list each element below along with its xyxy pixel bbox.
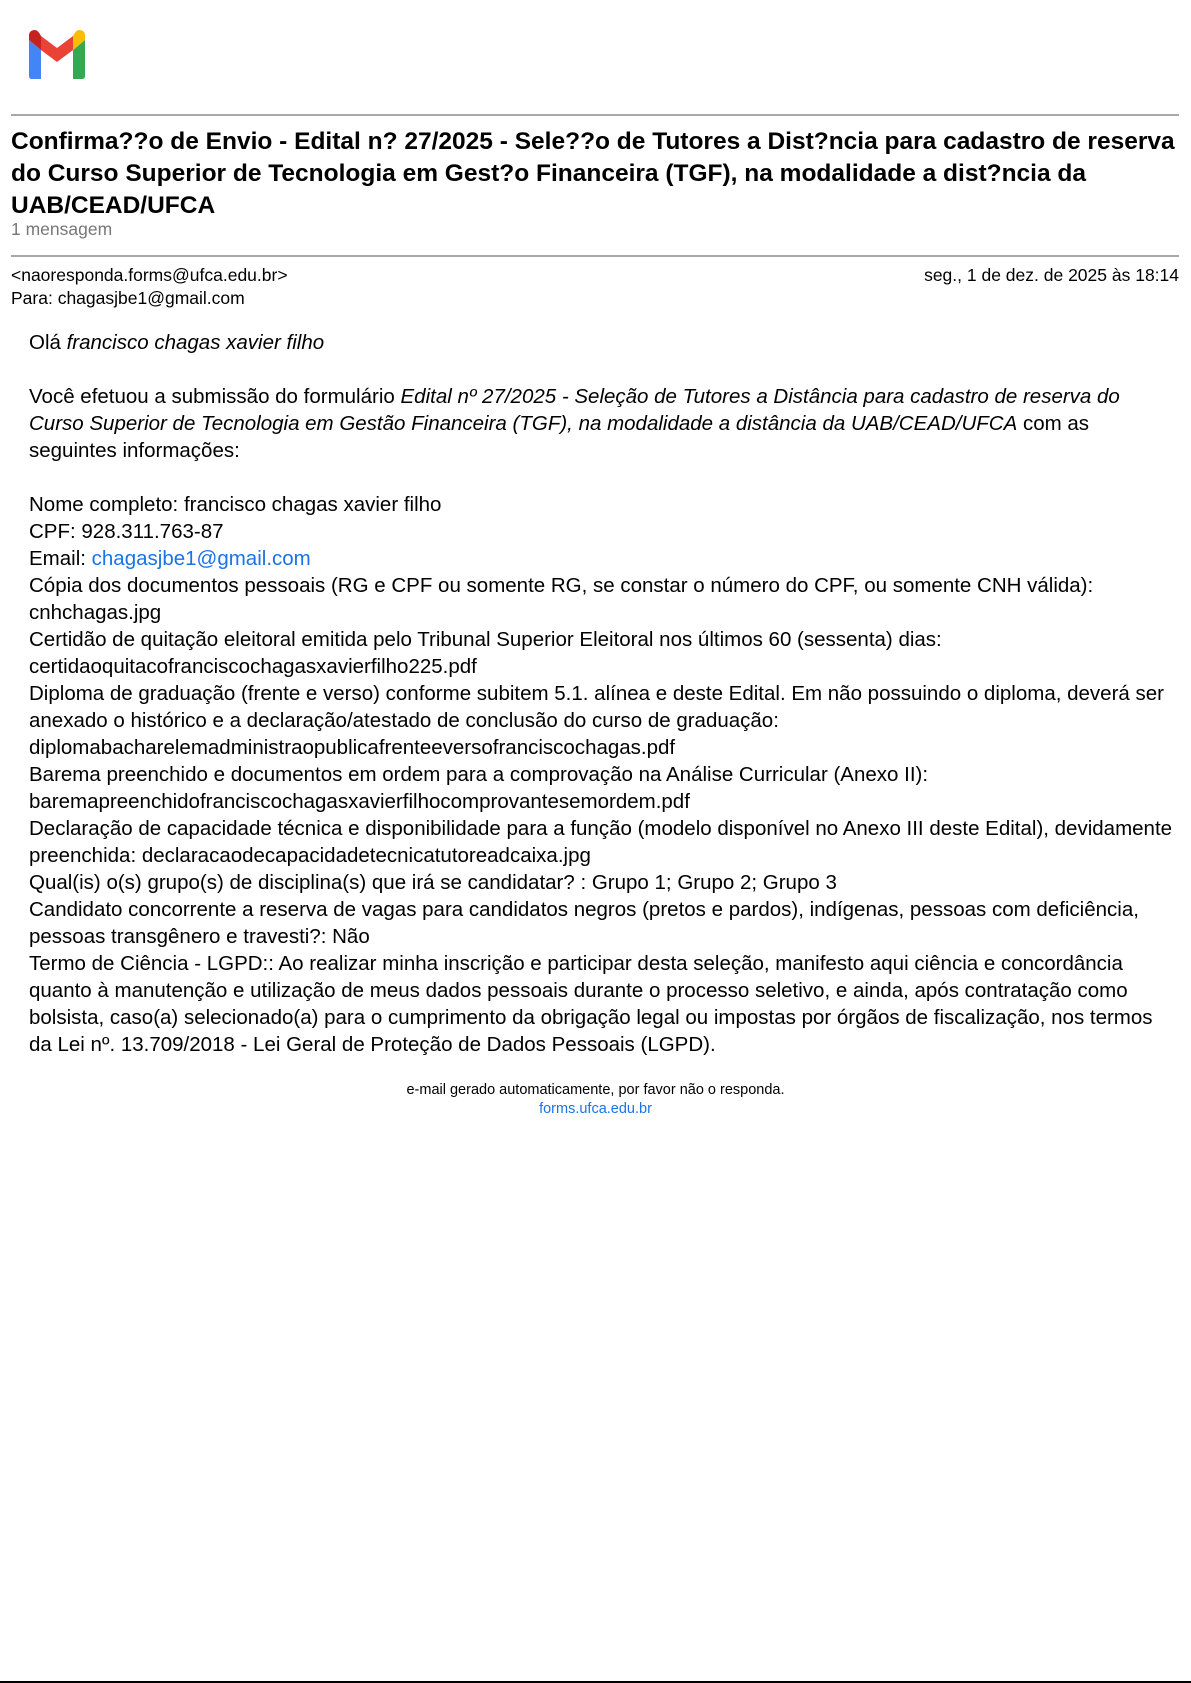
- field-declaracao: Declaração de capacidade técnica e disponibilidade para a função (modelo disponível no Anexo III deste Edital), devidamente preenchida: declaracaodecapacidadetecnicatutoreadcaixa.jpg: [29, 817, 1173, 867]
- recipient-line: Para: chagasjbe1@gmail.com: [11, 288, 245, 308]
- sender-address: <naoresponda.forms@ufca.edu.br>: [11, 265, 288, 285]
- header-divider: [11, 114, 1179, 116]
- field-documentos: Cópia dos documentos pessoais (RG e CPF ou somente RG, se constar o número do CPF, ou somente CNH válida): cnhchagas.jpg: [29, 574, 1094, 624]
- intro-paragraph: Você efetuou a submissão do formulário Edital nº 27/2025 - Seleção de Tutores a Distância para cadastro de reserva do Curso Superior de Tecnologia em Gestão Financeira (TGF), na modalidade a distância da UAB/CEAD/UFCA com as seguintes informações:: [29, 385, 1120, 462]
- gmail-logo-icon: [25, 28, 89, 80]
- field-email: Email: chagasjbe1@gmail.com: [29, 547, 311, 570]
- field-diploma: Diploma de graduação (frente e verso) conforme subitem 5.1. alínea e deste Edital. Em não possuindo o diploma, deverá ser anexado o histórico e a declaração/atestado de conclusão do curso de graduação: diplomabacharelemadministraopublicafrenteeversofranciscochagas.pdf: [29, 682, 1164, 759]
- email-link[interactable]: chagasjbe1@gmail.com: [91, 547, 311, 570]
- field-grupos: Qual(is) o(s) grupo(s) de disciplina(s) que irá se candidatar? : Grupo 1; Grupo 2; Grupo 3: [29, 871, 837, 894]
- forms-link[interactable]: forms.ufca.edu.br: [539, 1101, 652, 1117]
- field-certidao: Certidão de quitação eleitoral emitida pelo Tribunal Superior Eleitoral nos últimos 60 (sessenta) dias: certidaoquitacofranciscochagasxavierfilho225.pdf: [29, 628, 942, 678]
- message-count: 1 mensagem: [11, 219, 113, 239]
- recipient-name: francisco chagas xavier filho: [66, 331, 325, 354]
- greeting: Olá francisco chagas xavier filho: [29, 331, 325, 354]
- field-nome: Nome completo: francisco chagas xavier filho: [29, 493, 442, 516]
- field-cpf: CPF: 928.311.763-87: [29, 520, 224, 543]
- message-divider: [11, 255, 1179, 257]
- auto-generated-note: e-mail gerado automaticamente, por favor não o responda.: [406, 1082, 785, 1098]
- field-lgpd: Termo de Ciência - LGPD:: Ao realizar minha inscrição e participar desta seleção, manifesto aqui ciência e concordância quanto à manutenção e utilização de meus dados pessoais durante o processo seletivo, e ainda, após contratação como bolsista, caso(a) selecionado(a) para o cumprimento da obrigação legal ou impostas por órgãos de fiscalização, nos termos da Lei nº. 13.709/2018 - Lei Geral de Proteção de Dados Pessoais (LGPD).: [29, 952, 1153, 1056]
- email-subject: Confirma??o de Envio - Edital n? 27/2025 - Sele??o de Tutores a Dist?ncia para cadastro de reserva do Curso Superior de Tecnologia em Gest?o Financeira (TGF), na modalidade a dist?ncia da UAB/CEAD/UFCA: [11, 128, 1175, 219]
- field-barema: Barema preenchido e documentos em ordem para a comprovação na Análise Curricular (Anexo II): baremapreenchidofranciscochagasxavierfilhocomprovantesemordem.pdf: [29, 763, 929, 813]
- email-body: [29, 329, 1179, 1058]
- field-cotas: Candidato concorrente a reserva de vagas para candidatos negros (pretos e pardos), indígenas, pessoas com deficiência, pessoas transgênero e travesti?: Não: [29, 898, 1139, 948]
- email-footer: [0, 1081, 1191, 1119]
- sent-date: seg., 1 de dez. de 2025 às 18:14: [924, 265, 1179, 285]
- form-title: Edital nº 27/2025 - Seleção de Tutores a Distância para cadastro de reserva do Curso Superior de Tecnologia em Gestão Financeira (TGF), na modalidade a distância da UAB/CEAD/UFCA: [29, 385, 1120, 435]
